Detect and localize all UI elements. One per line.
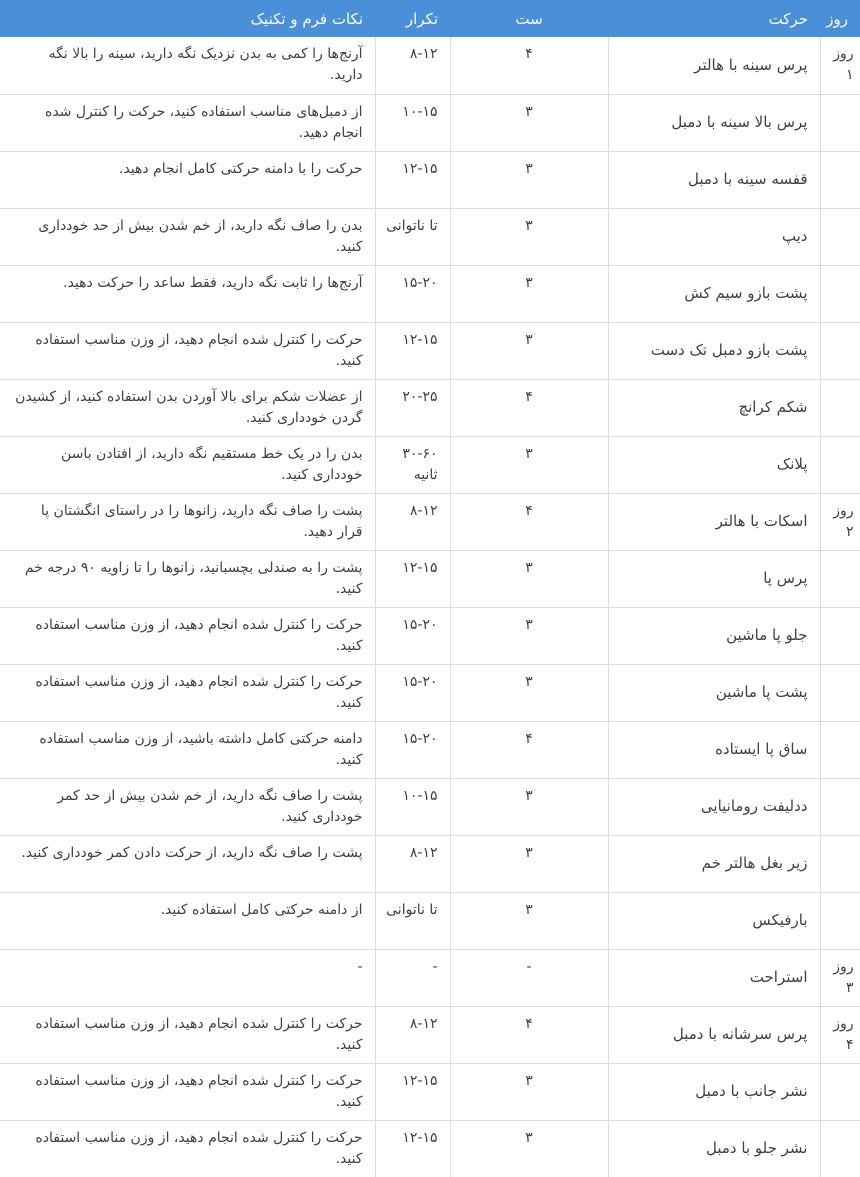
table-row <box>0 265 860 322</box>
table-row <box>0 1006 860 1063</box>
notes-cell: حرکت را کنترل شده انجام دهید، از وزن مناسب استفاده کنید. <box>0 607 375 664</box>
sets-cell: ۳ <box>450 550 608 607</box>
notes-cell: بدن را صاف نگه دارید، از خم شدن بیش از حد خودداری کنید. <box>0 208 375 265</box>
day-cell <box>820 322 860 379</box>
notes-cell: حرکت را کنترل شده انجام دهید، از وزن مناسب استفاده کنید. <box>0 322 375 379</box>
notes-cell: حرکت را کنترل شده انجام دهید، از وزن مناسب استفاده کنید. <box>35 1129 363 1167</box>
reps-cell: ۱۲-۱۵ <box>375 550 450 607</box>
reps-cell: ۱۵-۲۰ <box>375 664 450 721</box>
day-cell: روز ۱ <box>820 37 860 94</box>
exercise-cell: استراحت <box>608 949 820 1006</box>
reps-cell: ۱۰-۱۵ <box>375 778 450 835</box>
reps-cell: ۸-۱۲ <box>375 1006 450 1063</box>
notes-cell: حرکت را کنترل شده انجام دهید، از وزن مناسب استفاده کنید. <box>0 1006 375 1063</box>
notes-cell: پشت را صاف نگه دارید، زانوها را در راستای انگشتان پا قرار دهید. <box>0 493 375 550</box>
sets-cell: ۴ <box>450 493 608 550</box>
exercise-cell: ددلیفت رومانیایی <box>608 778 820 835</box>
reps-cell: ۱۲-۱۵ <box>375 1063 450 1120</box>
sets-cell: ۳ <box>450 835 608 892</box>
notes-cell: آرنج‌ها را کمی به بدن نزدیک نگه دارید، سینه را بالا نگه دارید. <box>0 37 375 94</box>
reps-cell: ۱۲-۱۵ <box>375 1120 450 1177</box>
exercise-cell: نشر جانب با دمبل <box>608 1063 820 1120</box>
table-row <box>0 94 860 151</box>
notes-cell: از عضلات شکم برای بالا آوردن بدن استفاده کنید، از کشیدن گردن خودداری کنید. <box>0 379 375 436</box>
day-cell <box>820 835 860 892</box>
notes-cell: از دامنه حرکتی کامل استفاده کنید. <box>0 892 375 949</box>
exercise-cell: شکم کرانچ <box>608 379 820 436</box>
exercise-cell: پلانک <box>608 436 820 493</box>
notes-cell: حرکت را کنترل شده انجام دهید، از وزن مناسب استفاده کنید. <box>0 664 375 721</box>
exercise-cell: بارفیکس <box>608 892 820 949</box>
reps-cell: ۱۰-۱۵ <box>375 94 450 151</box>
sets-cell: ۳ <box>450 607 608 664</box>
notes-cell: بدن را در یک خط مستقیم نگه دارید، از افتادن باسن خودداری کنید. <box>0 436 375 493</box>
table-row <box>0 835 860 892</box>
day-cell <box>820 550 860 607</box>
notes-cell: پشت را به صندلی بچسبانید، زانوها را تا زاویه ۹۰ درجه خم کنید. <box>0 550 375 607</box>
table-row <box>0 379 860 436</box>
sets-cell: ۴ <box>450 721 608 778</box>
exercise-cell: زیر بغل هالتر خم <box>608 835 820 892</box>
exercise-cell: پرس سینه با هالتر <box>608 37 820 94</box>
table-row <box>0 493 860 550</box>
notes-cell: پشت را صاف نگه دارید، از خم شدن بیش از حد کمر خودداری کنید. <box>0 778 375 835</box>
sets-cell: ۴ <box>450 379 608 436</box>
table-row <box>0 778 860 835</box>
exercise-cell: پرس سرشانه با دمبل <box>608 1006 820 1063</box>
header-sets: ست <box>450 0 608 37</box>
table-row <box>0 607 860 664</box>
day-cell <box>820 94 860 151</box>
day-cell <box>820 151 860 208</box>
sets-cell: ۴ <box>450 37 608 94</box>
table-row <box>0 949 860 1006</box>
notes-cell: آرنج‌ها را ثابت نگه دارید، فقط ساعد را حرکت دهید. <box>0 265 375 322</box>
reps-cell: ۸-۱۲ <box>375 835 450 892</box>
sets-cell: ۳ <box>450 892 608 949</box>
sets-cell: ۴ <box>450 1006 608 1063</box>
notes-cell: - <box>0 949 375 1006</box>
day-cell <box>820 778 860 835</box>
reps-cell: - <box>375 949 450 1006</box>
sets-cell: ۳ <box>450 265 608 322</box>
day-cell <box>820 379 860 436</box>
day-cell <box>820 721 860 778</box>
table-row <box>0 37 860 94</box>
sets-cell: - <box>450 949 608 1006</box>
table-row <box>0 322 860 379</box>
reps-cell: تا ناتوانی <box>375 892 450 949</box>
day-cell <box>820 265 860 322</box>
exercise-cell: پشت بازو سیم کش <box>608 265 820 322</box>
notes-cell: حرکت را کنترل شده انجام دهید، از وزن مناسب استفاده کنید. <box>0 1063 375 1120</box>
reps-cell: ۸-۱۲ <box>375 37 450 94</box>
day-cell <box>820 607 860 664</box>
header-reps: تکرار <box>375 0 450 37</box>
day-cell: روز ۳ <box>820 949 860 1006</box>
sets-cell: ۳ <box>450 664 608 721</box>
reps-cell: ۱۲-۱۵ <box>375 322 450 379</box>
reps-cell: ۱۵-۲۰ <box>375 607 450 664</box>
table-row <box>0 721 860 778</box>
table-row <box>0 208 860 265</box>
table-row <box>0 1063 860 1120</box>
exercise-cell: نشر جلو با دمبل <box>608 1120 820 1177</box>
reps-cell: تا ناتوانی <box>375 208 450 265</box>
header-row <box>0 0 860 37</box>
reps-cell: ۳۰-۶۰ ثانیه <box>375 436 450 493</box>
day-cell <box>820 1063 860 1120</box>
exercise-cell: قفسه سینه با دمبل <box>608 151 820 208</box>
table-row <box>0 436 860 493</box>
notes-cell: از دمبل‌های مناسب استفاده کنید، حرکت را کنترل شده انجام دهید. <box>0 94 375 151</box>
exercise-cell: پرس بالا سینه با دمبل <box>608 94 820 151</box>
sets-cell: ۳ <box>450 208 608 265</box>
exercise-cell: اسکات با هالتر <box>608 493 820 550</box>
header-exercise: حرکت <box>608 0 820 37</box>
table-row <box>0 664 860 721</box>
day-cell: روز ۴ <box>820 1006 860 1063</box>
exercise-cell: جلو پا ماشین <box>608 607 820 664</box>
exercise-cell: پشت پا ماشین <box>608 664 820 721</box>
day-cell <box>820 892 860 949</box>
notes-cell: پشت را صاف نگه دارید، از حرکت دادن کمر خودداری کنید. <box>0 835 375 892</box>
day-cell <box>820 208 860 265</box>
sets-cell: ۳ <box>450 1063 608 1120</box>
notes-cell: حرکت را با دامنه حرکتی کامل انجام دهید. <box>0 151 375 208</box>
day-cell <box>820 1120 860 1177</box>
day-cell <box>820 664 860 721</box>
reps-cell: ۱۵-۲۰ <box>375 721 450 778</box>
reps-cell: ۸-۱۲ <box>375 493 450 550</box>
day-cell: روز ۲ <box>820 493 860 550</box>
notes-cell: دامنه حرکتی کامل داشته باشید، از وزن مناسب استفاده کنید. <box>0 721 375 778</box>
reps-cell: ۱۵-۲۰ <box>375 265 450 322</box>
table-row <box>0 550 860 607</box>
exercise-cell: پشت بازو دمبل تک دست <box>608 322 820 379</box>
exercise-cell: دیپ <box>608 208 820 265</box>
header-day: روز <box>820 0 860 37</box>
sets-cell: ۳ <box>450 322 608 379</box>
exercise-cell: پرس پا <box>608 550 820 607</box>
sets-cell: ۳ <box>450 436 608 493</box>
table-row <box>0 1120 860 1177</box>
sets-cell: ۳ <box>450 151 608 208</box>
sets-cell: ۳ <box>450 1120 608 1177</box>
sets-cell: ۳ <box>450 778 608 835</box>
reps-cell: ۲۰-۲۵ <box>375 379 450 436</box>
day-cell <box>820 436 860 493</box>
table-row <box>0 151 860 208</box>
exercise-cell: ساق پا ایستاده <box>608 721 820 778</box>
table-row <box>0 892 860 949</box>
header-notes: نکات فرم و تکنیک <box>0 0 375 37</box>
reps-cell: ۱۲-۱۵ <box>375 151 450 208</box>
sets-cell: ۳ <box>450 94 608 151</box>
